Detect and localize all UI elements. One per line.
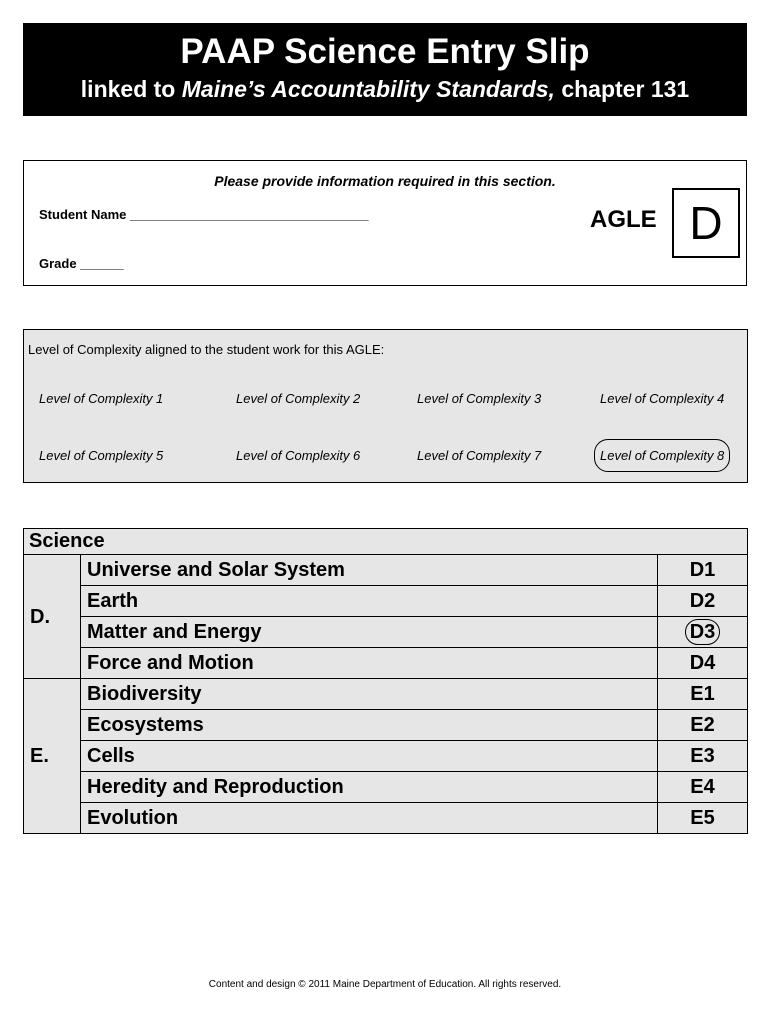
- table-title-row: [24, 529, 748, 555]
- topic-cell: Universe and Solar System: [81, 555, 658, 586]
- table-row: [24, 741, 748, 772]
- complexity-heading: Level of Complexity aligned to the student work for this AGLE:: [28, 342, 385, 357]
- grade-field[interactable]: Grade ______: [39, 256, 124, 271]
- complexity-section: [23, 329, 748, 483]
- complexity-level-5[interactable]: Level of Complexity 5: [39, 448, 164, 463]
- code-cell[interactable]: E2: [658, 710, 748, 741]
- topic-cell: Matter and Energy: [81, 617, 658, 648]
- science-title: Science: [24, 529, 748, 555]
- table-row: [24, 617, 748, 648]
- page-header: [23, 23, 747, 116]
- complexity-level-1[interactable]: Level of Complexity 1: [39, 391, 164, 406]
- complexity-level-4[interactable]: Level of Complexity 4: [600, 391, 725, 406]
- topic-cell: Earth: [81, 586, 658, 617]
- topic-cell: Cells: [81, 741, 658, 772]
- code-cell-selected[interactable]: [658, 617, 748, 648]
- subtitle-prefix: linked to: [80, 76, 182, 102]
- info-instruction: Please provide information required in this section.: [214, 173, 556, 189]
- table-row: [24, 772, 748, 803]
- selected-code-ring: D3: [685, 619, 721, 645]
- copyright-footer: Content and design © 2011 Maine Department of Education. All rights reserved.: [208, 979, 562, 990]
- subtitle-suffix: chapter 131: [554, 76, 690, 102]
- complexity-level-3[interactable]: Level of Complexity 3: [417, 391, 542, 406]
- group-letter-d: D.: [24, 555, 81, 679]
- student-info-section: [23, 160, 747, 286]
- science-standards-table: [23, 528, 748, 834]
- topic-cell: Heredity and Reproduction: [81, 772, 658, 803]
- table-row: [24, 555, 748, 586]
- topic-cell: Evolution: [81, 803, 658, 834]
- group-letter-e: E.: [24, 679, 81, 834]
- page-subtitle: [23, 75, 747, 103]
- table-row: [24, 586, 748, 617]
- code-cell[interactable]: E1: [658, 679, 748, 710]
- code-cell[interactable]: D1: [658, 555, 748, 586]
- agle-label: AGLE: [590, 206, 657, 233]
- code-cell[interactable]: E3: [658, 741, 748, 772]
- code-cell[interactable]: E4: [658, 772, 748, 803]
- table-row: [24, 803, 748, 834]
- complexity-level-2[interactable]: Level of Complexity 2: [236, 391, 361, 406]
- table-row: [24, 710, 748, 741]
- topic-cell: Biodiversity: [81, 679, 658, 710]
- complexity-level-8-selected[interactable]: Level of Complexity 8: [594, 439, 730, 472]
- table-row: [24, 679, 748, 710]
- code-cell[interactable]: D2: [658, 586, 748, 617]
- topic-cell: Ecosystems: [81, 710, 658, 741]
- complexity-level-7[interactable]: Level of Complexity 7: [417, 448, 542, 463]
- student-name-field[interactable]: Student Name _________________________________: [39, 207, 369, 222]
- code-cell[interactable]: D4: [658, 648, 748, 679]
- agle-value-box: D: [672, 188, 740, 258]
- page-title: PAAP Science Entry Slip: [180, 32, 590, 71]
- code-cell[interactable]: E5: [658, 803, 748, 834]
- subtitle-italic: Maine’s Accountability Standards,: [181, 76, 555, 102]
- complexity-level-6[interactable]: Level of Complexity 6: [236, 448, 361, 463]
- table-row: [24, 648, 748, 679]
- topic-cell: Force and Motion: [81, 648, 658, 679]
